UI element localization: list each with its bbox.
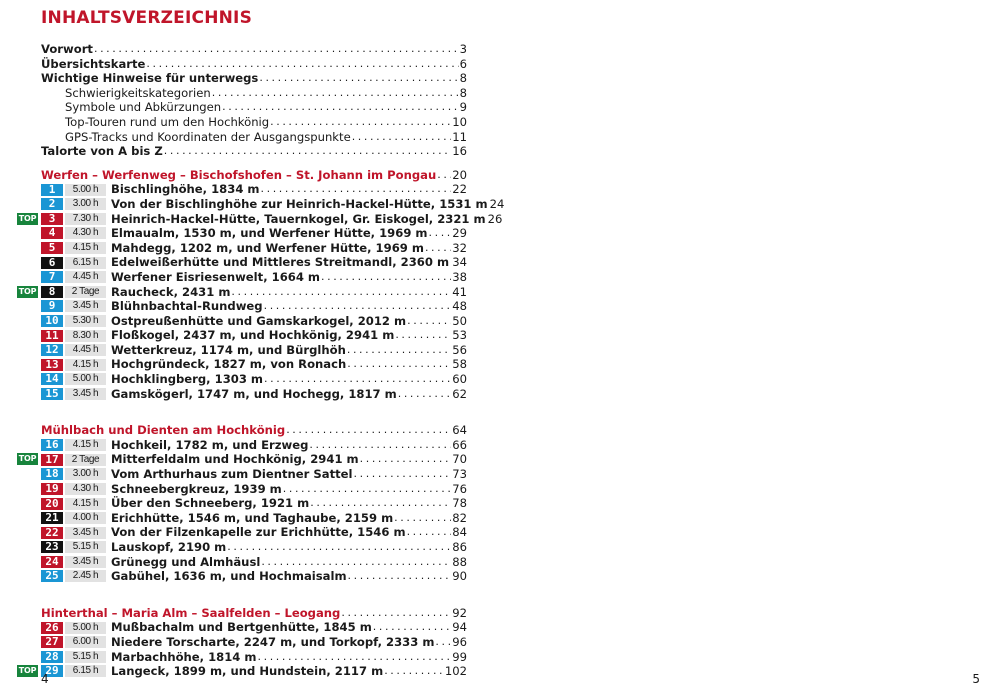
toc-entry[interactable] (41, 115, 467, 130)
tour-duration: 3.45 h (65, 556, 106, 568)
tour-page: 29 (452, 226, 467, 241)
toc-entry[interactable] (41, 130, 467, 145)
dot-leader (264, 299, 452, 314)
dot-leader (259, 71, 458, 86)
tour-page: 94 (452, 620, 467, 635)
tour-entry[interactable] (18, 664, 467, 679)
tour-page: 50 (452, 313, 467, 328)
tour-page: 102 (444, 664, 467, 679)
dot-leader (395, 328, 451, 343)
toc-entry-title: Wichtige Hinweise für unterwegs (41, 71, 259, 86)
tour-title: Über den Schneeberg, 1921 m (111, 496, 310, 511)
toc-left-column (18, 42, 505, 679)
tour-number-badge: 28 (41, 651, 63, 663)
tour-number-badge: 14 (41, 373, 63, 385)
tour-number-badge: 9 (41, 300, 63, 312)
dot-leader (360, 452, 452, 467)
dot-leader (425, 241, 451, 256)
tour-entry[interactable] (41, 438, 467, 453)
section-heading[interactable] (41, 423, 467, 438)
tour-title: Von der Bischlinghöhe zur Heinrich-Hackel-Hütte, 1531 m (111, 196, 488, 211)
tour-page: 56 (452, 342, 467, 357)
tour-number-badge: 29 (41, 665, 63, 677)
tour-entry[interactable] (41, 255, 467, 270)
dot-leader (321, 270, 451, 285)
tour-page: 22 (452, 182, 467, 197)
toc-entry-page: 8 (459, 85, 467, 100)
dot-leader (347, 357, 451, 372)
tour-title: Mitterfeldalm und Hochkönig, 2941 m (111, 452, 359, 467)
tour-entry[interactable] (41, 496, 467, 511)
tour-duration: 3.45 h (65, 300, 106, 312)
page-number-right: 5 (972, 672, 980, 686)
tour-duration: 2.45 h (65, 570, 106, 582)
tour-duration: 3.45 h (65, 527, 106, 539)
dot-leader (352, 130, 452, 145)
tour-number-badge: 13 (41, 359, 63, 371)
tour-duration: 4.30 h (65, 227, 106, 239)
tour-duration: 5.00 h (65, 622, 106, 634)
tour-page: 86 (452, 540, 467, 554)
dot-leader (373, 620, 451, 635)
tour-title: Langeck, 1899 m, und Hundstein, 2117 m (111, 664, 384, 679)
dot-leader (354, 467, 452, 482)
tour-title: Elmaualm, 1530 m, und Werfener Hütte, 1969 m (111, 226, 428, 241)
dot-leader (384, 664, 444, 679)
tour-number-badge: 4 (41, 227, 63, 239)
toc-entry[interactable] (41, 86, 467, 101)
tour-duration: 5.15 h (65, 651, 106, 663)
dot-leader (286, 423, 451, 438)
tour-entry[interactable] (41, 511, 467, 526)
dot-leader (437, 168, 451, 183)
toc-entry-title: Top-Touren rund um den Hochkönig (65, 114, 270, 129)
toc-entry-title: Schwierigkeitskategorien (65, 85, 211, 100)
dot-leader (394, 511, 451, 526)
tour-entry[interactable] (41, 328, 467, 343)
tour-entry[interactable] (41, 569, 467, 584)
tour-number-badge: 3 (41, 213, 63, 225)
tour-number-badge: 8 (41, 286, 63, 298)
toc-entry-page: 11 (452, 129, 467, 144)
dot-leader (227, 540, 451, 555)
tour-page: 96 (452, 634, 467, 649)
tour-number-badge: 2 (41, 198, 63, 210)
tour-number-badge: 26 (41, 622, 63, 634)
tour-entry[interactable] (41, 226, 467, 241)
tour-duration: 4.15 h (65, 359, 106, 371)
tour-entry[interactable] (41, 540, 467, 555)
tour-number-badge: 6 (41, 257, 63, 269)
toc-entry-title: Symbole und Abkürzungen (65, 100, 222, 115)
section-heading[interactable] (41, 168, 467, 183)
tour-duration: 3.00 h (65, 198, 106, 210)
tour-entry[interactable] (41, 299, 467, 314)
toc-entry-page: 16 (452, 144, 467, 159)
tour-title: Wetterkreuz, 1174 m, und Bürglhöh (111, 342, 346, 357)
dot-leader (435, 635, 451, 650)
dot-leader (222, 100, 458, 115)
tour-number-badge: 21 (41, 512, 63, 524)
tour-entry[interactable] (18, 284, 467, 300)
tour-number-badge: 27 (41, 636, 63, 648)
dot-leader (347, 343, 451, 358)
tour-entry[interactable] (41, 182, 467, 197)
tour-number-badge: 25 (41, 570, 63, 582)
tour-title: Ostpreußenhütte und Gamskarkogel, 2012 m (111, 313, 407, 328)
tour-entry[interactable] (41, 241, 467, 256)
tour-number-badge: 18 (41, 468, 63, 480)
tour-entry[interactable] (41, 372, 467, 387)
toc-entry[interactable] (41, 144, 467, 159)
tour-title: Mahdegg, 1202 m, und Werfener Hütte, 1969 m (111, 240, 424, 255)
tour-page: 70 (452, 452, 467, 467)
dot-leader (398, 387, 452, 402)
dot-leader (348, 569, 452, 584)
tour-duration: 7.30 h (65, 213, 106, 225)
tour-entry[interactable] (41, 270, 467, 285)
tour-page: 53 (452, 328, 467, 343)
dot-leader (231, 285, 451, 300)
tour-page: 90 (452, 569, 467, 584)
tour-page: 78 (452, 496, 467, 511)
tour-title: Edelweißerhütte und Mittleres Streitmandl, 2360 m (111, 255, 450, 270)
tour-entry[interactable] (41, 482, 467, 497)
tour-title: Von der Filzenkapelle zur Erichhütte, 1546 m (111, 525, 406, 540)
dot-leader (270, 115, 451, 130)
toc-entry-title: Talorte von A bis Z (41, 144, 163, 159)
tour-duration: 4.45 h (65, 344, 106, 356)
tour-entry[interactable] (41, 357, 467, 372)
tour-title: Erichhütte, 1546 m, und Taghaube, 2159 m (111, 510, 394, 525)
tour-page: 58 (452, 357, 467, 372)
dot-leader (407, 525, 452, 540)
toc-entry-page: 8 (459, 71, 467, 86)
dot-leader (429, 226, 452, 241)
tour-page: 26 (487, 211, 503, 226)
tour-duration: 5.15 h (65, 541, 106, 553)
tour-entry[interactable] (41, 650, 467, 665)
dot-leader (258, 650, 452, 665)
tour-number-badge: 23 (41, 541, 63, 553)
tour-entry[interactable] (41, 387, 467, 402)
tour-title: Niedere Torscharte, 2247 m, und Torkopf, 2333 m (111, 634, 435, 649)
tour-page: 73 (452, 467, 467, 482)
toc-entry[interactable] (41, 100, 467, 115)
toc-entry-title: Übersichtskarte (41, 56, 146, 71)
tour-duration: 4.15 h (65, 439, 106, 451)
tour-duration: 4.45 h (65, 271, 106, 283)
tour-duration: 2 Tage (65, 286, 106, 298)
tour-duration: 4.15 h (65, 498, 106, 510)
tour-page: 99 (452, 649, 467, 664)
tour-page: 82 (452, 510, 467, 525)
tour-title: Hochgründeck, 1827 m, von Ronach (111, 357, 347, 372)
tour-number-badge: 15 (41, 388, 63, 400)
tour-duration: 8.30 h (65, 330, 106, 342)
toc-entry[interactable] (41, 42, 467, 57)
dot-leader (212, 86, 459, 101)
section-title: Werfen – Werfenweg – Bischofshofen – St. Johann im Pongau (41, 167, 437, 182)
dot-leader (164, 144, 451, 159)
tour-duration: 6.15 h (65, 665, 106, 677)
dot-leader (309, 438, 451, 453)
section-spacer (41, 584, 467, 597)
tour-title: Werfener Eisriesenwelt, 1664 m (111, 269, 321, 284)
right-page (500, 0, 1000, 694)
tour-number-badge: 17 (41, 454, 63, 466)
tour-page: 66 (452, 437, 467, 452)
dot-leader (283, 482, 451, 497)
tour-page: 88 (452, 554, 467, 569)
tour-title: Schneebergkreuz, 1939 m (111, 481, 282, 496)
top-tour-badge: TOP (18, 454, 37, 464)
tour-title: Bischlinghöhe, 1834 m (111, 182, 260, 197)
tour-number-badge: 22 (41, 527, 63, 539)
section-heading[interactable] (41, 606, 467, 621)
tour-entry[interactable] (41, 196, 505, 212)
toc-entry-page: 10 (452, 114, 467, 129)
tour-number-badge: 20 (41, 498, 63, 510)
tour-title: Vom Arthurhaus zum Dientner Sattel (111, 467, 353, 482)
tour-duration: 3.45 h (65, 388, 106, 400)
tour-title: Hochklingberg, 1303 m (111, 372, 264, 387)
toc-entry-page: 9 (459, 100, 467, 115)
tour-duration: 6.00 h (65, 636, 106, 648)
toc-entry[interactable] (41, 71, 467, 86)
dot-leader (94, 42, 459, 57)
tour-title: Raucheck, 2431 m (111, 284, 231, 299)
tour-duration: 2 Tage (65, 454, 106, 466)
toc-entry-title: GPS-Tracks und Koordinaten der Ausgangspunkte (65, 129, 351, 144)
tour-number-badge: 7 (41, 271, 63, 283)
top-tour-badge: TOP (18, 286, 37, 296)
toc-entry-page: 3 (459, 42, 467, 56)
tour-duration: 3.00 h (65, 468, 106, 480)
dot-leader (261, 555, 451, 570)
section-page: 92 (452, 605, 467, 620)
tour-entry[interactable] (41, 635, 467, 650)
tour-title: Gabühel, 1636 m, und Hochmaisalm (111, 569, 347, 584)
tour-number-badge: 1 (41, 184, 63, 196)
page-number-left: 4 (41, 672, 49, 686)
tour-title: Hochkeil, 1782 m, und Erzweg (111, 437, 309, 452)
dot-leader (264, 372, 451, 387)
tour-entry[interactable] (18, 452, 467, 467)
tour-duration: 4.30 h (65, 483, 106, 495)
tour-title: Mußbachalm und Bertgenhütte, 1845 m (111, 620, 372, 635)
tour-duration: 4.00 h (65, 512, 106, 524)
section-page: 64 (452, 423, 467, 438)
tour-duration: 6.15 h (65, 257, 106, 269)
tour-duration: 5.00 h (65, 373, 106, 385)
tour-entry[interactable] (18, 211, 503, 227)
tour-number-badge: 10 (41, 315, 63, 327)
tour-duration: 5.00 h (65, 184, 106, 196)
dot-leader (341, 606, 451, 621)
toc-entry-title: Vorwort (41, 42, 93, 56)
tour-page: 48 (452, 299, 467, 314)
dot-leader (261, 182, 452, 197)
tour-title: Heinrich-Hackel-Hütte, Tauernkogel, Gr. Eiskogel, 2321 m (111, 211, 486, 226)
tour-page: 24 (489, 196, 505, 211)
tour-page: 60 (452, 372, 467, 387)
tour-number-badge: 12 (41, 344, 63, 356)
tour-page: 38 (452, 269, 467, 284)
tour-number-badge: 11 (41, 330, 63, 342)
page-title: INHALTSVERZEICHNIS (41, 8, 253, 28)
section-title: Hinterthal – Maria Alm – Saalfelden – Leogang (41, 605, 341, 620)
tour-title: Marbachhöhe, 1814 m (111, 649, 257, 664)
tour-number-badge: 5 (41, 242, 63, 254)
tour-title: Gamskögerl, 1747 m, und Hochegg, 1817 m (111, 386, 397, 401)
tour-title: Lauskopf, 2190 m (111, 540, 227, 554)
tour-title: Grünegg und Almhäusl (111, 554, 261, 569)
section-spacer (41, 401, 467, 414)
tour-entry[interactable] (41, 467, 467, 482)
top-tour-badge: TOP (18, 213, 37, 223)
section-title: Mühlbach und Dienten am Hochkönig (41, 423, 286, 438)
tour-entry[interactable] (41, 314, 467, 329)
dot-leader (310, 496, 451, 511)
tour-entry[interactable] (41, 555, 467, 570)
tour-entry[interactable] (41, 525, 467, 540)
toc-entry-page: 6 (459, 56, 467, 71)
tour-page: 76 (452, 481, 467, 496)
tour-title: Blühnbachtal-Rundweg (111, 299, 263, 314)
tour-page: 34 (452, 255, 467, 270)
tour-page: 41 (452, 284, 467, 299)
tour-number-badge: 16 (41, 439, 63, 451)
tour-page: 32 (452, 240, 467, 255)
tour-title: Floßkogel, 2437 m, und Hochkönig, 2941 m (111, 328, 395, 343)
tour-entry[interactable] (41, 620, 467, 635)
dot-leader (407, 314, 451, 329)
tour-number-badge: 19 (41, 483, 63, 495)
top-tour-badge: TOP (18, 666, 37, 676)
tour-duration: 4.15 h (65, 242, 106, 254)
tour-page: 62 (452, 386, 467, 401)
tour-duration: 5.30 h (65, 315, 106, 327)
section-page: 20 (452, 167, 467, 182)
tour-number-badge: 24 (41, 556, 63, 568)
toc-entry[interactable] (41, 57, 467, 72)
dot-leader (146, 57, 458, 72)
tour-entry[interactable] (41, 343, 467, 358)
tour-page: 84 (452, 525, 467, 540)
